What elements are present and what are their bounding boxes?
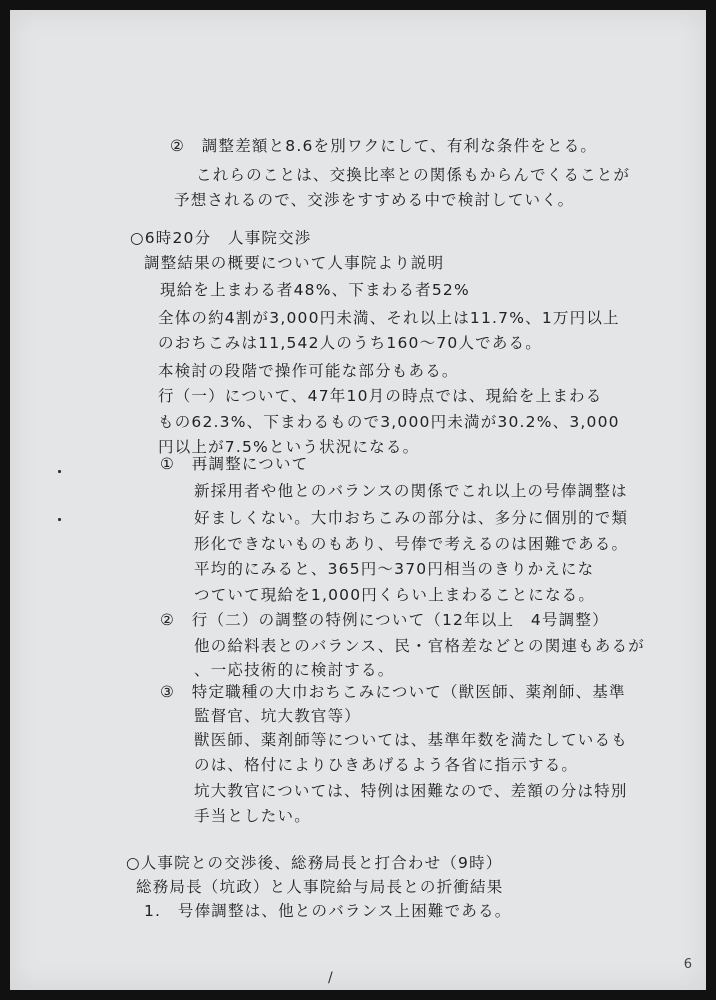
punch-mark (58, 518, 61, 521)
text-line: 本検討の段階で操作可能な部分もある。 (158, 362, 459, 380)
list-item: ① 再調整について (160, 455, 309, 473)
text-line: 現給を上まわる者48%、下まわる者52% (160, 281, 470, 299)
list-item: ② 行（二）の調整の特例について（12年以上 4号調整） (160, 611, 609, 629)
text-line: 監督官、坑大教官等） (194, 707, 362, 725)
text-line: つていて現給を1,000円くらい上まわることになる。 (194, 586, 596, 604)
text-line: のは、格付によりひきあげるよう各省に指示する。 (194, 756, 579, 774)
text-line: 獣医師、薬剤師等については、基準年数を満たしているも (194, 731, 628, 749)
text-line: 形化できないものもあり、号俸で考えるのは困難である。 (194, 535, 629, 553)
section-heading: ○人事院との交渉後、総務局長と打合わせ（9時） (126, 854, 503, 872)
text-line: 総務局長（坑政）と人事院給与局長との折衝結果 (136, 878, 504, 896)
text-line: 手当としたい。 (194, 807, 311, 825)
list-item: ③ 特定職種の大巾おちこみについて（獣医師、薬剤師、基準 (160, 683, 626, 701)
text-line: のおちこみは11,542人のうち160～70人である。 (158, 334, 542, 352)
text-line: 他の給料表とのバランス、民・官格差などとの関連もあるが (194, 637, 645, 655)
text-line: 坑大教官については、特例は困難なので、差額の分は特別 (194, 782, 628, 800)
punch-mark (58, 470, 61, 473)
text-line: ② 調整差額と8.6を別ワクにして、有利な条件をとる。 (170, 137, 598, 155)
text-line: 円以上が7.5%という状況になる。 (158, 438, 420, 456)
text-line: 好ましくない。大巾おちこみの部分は、多分に個別的で類 (194, 509, 629, 527)
text-line: 全体の約4割が3,000円未満、それ以上は11.7%、1万円以上 (158, 309, 620, 327)
text-line: 行（一）について、47年10月の時点では、現給を上まわる (158, 387, 603, 405)
text-line: これらのことは、交換比率との関係もからんでくることが (196, 166, 631, 184)
document-page (10, 10, 706, 990)
section-heading: ○6時20分 人事院交渉 (130, 229, 312, 247)
text-line: 、一応技術的に検討する。 (194, 661, 395, 679)
text-line: 調整結果の概要について人事院より説明 (144, 254, 445, 272)
page-number: 6 (683, 957, 692, 972)
text-line: 予想されるので、交渉をすすめる中で検討していく。 (174, 191, 575, 209)
text-line: 1. 号俸調整は、他とのバランス上困難である。 (144, 902, 512, 920)
text-line: 新採用者や他とのバランスの関係でこれ以上の号俸調整は (194, 482, 628, 500)
footer-mark: / (328, 970, 333, 986)
text-line: もの62.3%、下まわるもので3,000円未満が30.2%、3,000 (158, 413, 620, 431)
text-line: 平均的にみると、365円～370円相当のきりかえにな (194, 560, 595, 578)
